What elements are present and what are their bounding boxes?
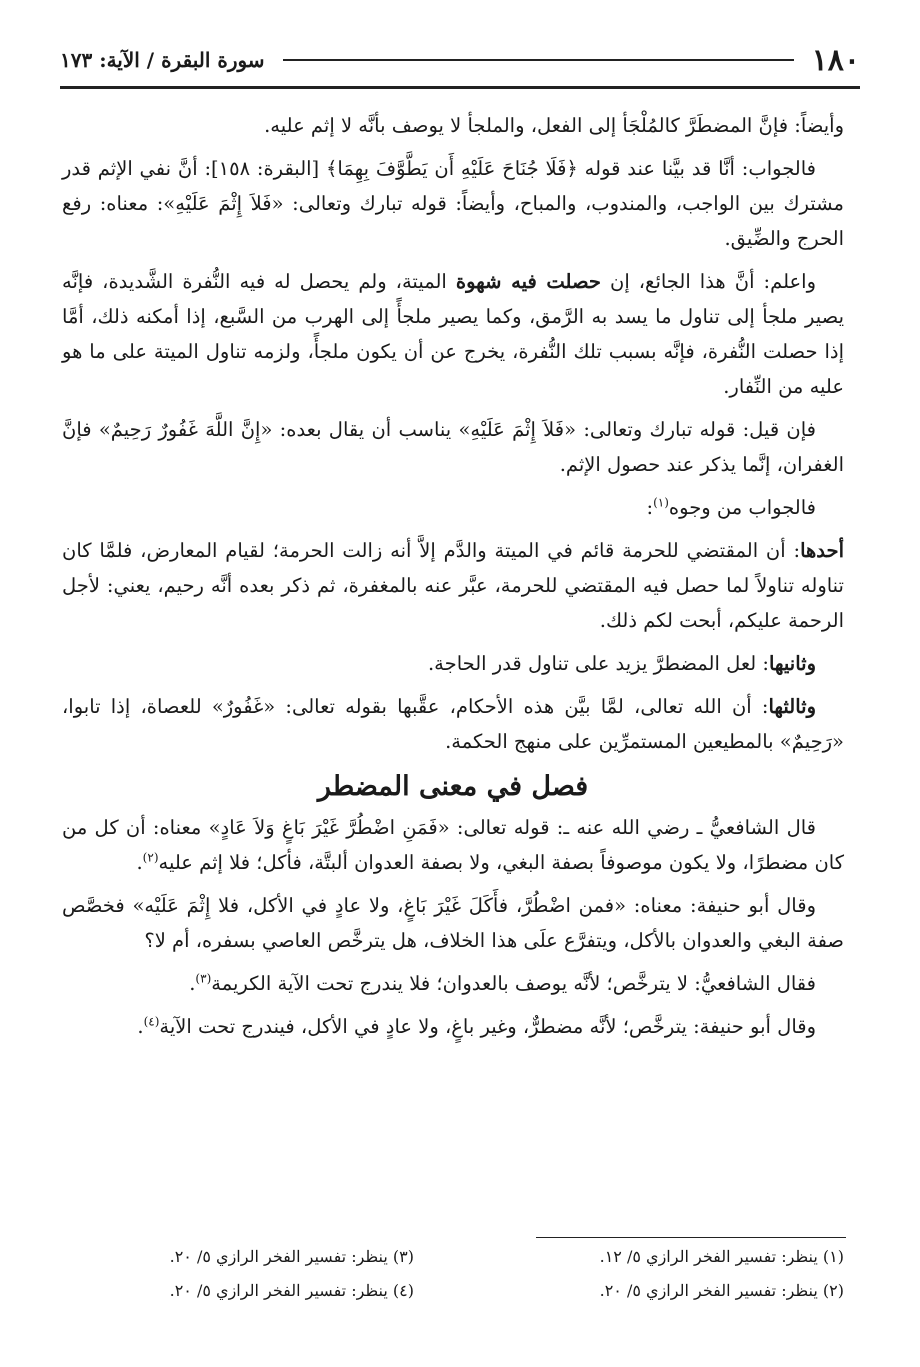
section-title: فصل في معنى المضطر xyxy=(317,771,589,802)
lead-word: وثانيها xyxy=(768,652,816,675)
lead-word: وثالثها xyxy=(768,695,816,718)
paragraph xyxy=(62,646,844,681)
footnote-ref: (١) xyxy=(653,495,669,510)
text-span: : أن المقتضي للحرمة قائم في الميتة والدَّم إلاَّ أنه زالت الحرمة؛ لقيام المعارض، فلمَّا كان تناوله تناولاً لما حصل فيه المقتضي للحرمة، عبَّر عنه بالمغفرة، ثم ذكر بعده أنَّه رحيم، يعني: لأجل الرحمة عليكم، أبحت لكم ذلك. xyxy=(62,539,844,632)
footnote: (٣) ينظر: تفسير الفخر الرازي ٥/ ٢٠. xyxy=(169,1247,414,1266)
text-span: . xyxy=(189,972,196,995)
header-line xyxy=(283,59,794,61)
paragraph: فإن قيل: قوله تبارك وتعالى: «فَلاَ إِثْمَ عَلَيْهِ» يناسب أن يقال بعده: «إِنَّ اللَّهَ غَفُورٌ رَحِيمٌ» فإنَّ الغفران، إنَّما يذكر عند حصول الإثم. xyxy=(62,418,844,476)
paragraph: وقال أبو حنيفة: معناه: «فمن اضْطُرَّ، فأَكَلَ غَيْرَ بَاغٍ، ولا عادٍ في الأكل، فلا إِثْمَ عَلَيْه» فخصَّص صفة البغي والعدوان بالأكل، ويتفرَّع علَى هذا الخلاف، هل يترخَّص العاصي بسفره، أم لا؟ xyxy=(62,894,844,952)
text-span: واعلم: أنَّ هذا الجائع، إن xyxy=(600,270,816,293)
text-span: فالجواب من وجوه xyxy=(668,496,816,519)
paragraph xyxy=(62,1009,844,1044)
header-title: سورة البقرة / الآية: ١٧٣ xyxy=(60,48,265,72)
footnote: (١) ينظر: تفسير الفخر الرازي ٥/ ١٢. xyxy=(599,1247,844,1266)
paragraph xyxy=(62,966,844,1001)
footnote-ref: (٢) xyxy=(142,850,159,865)
text-span: . xyxy=(137,1015,144,1038)
footnote-column-right xyxy=(484,1240,844,1308)
text-span: : xyxy=(646,496,654,519)
header-rule xyxy=(60,86,860,89)
text-span: الميتة، ولم يحصل له فيه النُّفرة الشَّديدة، فإنَّه يصير ملجأ إلى تناول ما يسد به الرَّمق، وكما يصير ملجأً إلى الهرب من السَّبع، إذا أمكنه ذلك، أمَّا إذا حصلت النُّفرة، فإنَّه بسبب تلك النُّفرة، يخرج عن أن يكون ملجأً، ولزمه تناول الميتة على ما هو عليه من النِّفار. xyxy=(62,270,844,398)
text-span: : لعل المضطرَّ يزيد على تناول قدر الحاجة. xyxy=(427,652,769,675)
footnote-column-left xyxy=(54,1240,414,1308)
text-span: . xyxy=(136,851,143,874)
text-span: وقال أبو حنيفة: يترخَّص؛ لأنَّه مضطرٌّ، وغير باغٍ، ولا عادٍ في الأكل، فيندرج تحت الآية xyxy=(159,1015,816,1038)
main-text xyxy=(62,108,844,1052)
text-span: فقال الشافعيُّ: لا يترخَّص؛ لأنَّه يوصف بالعدوان؛ فلا يندرج تحت الآية الكريمة xyxy=(211,972,816,995)
paragraph xyxy=(62,490,844,525)
running-header xyxy=(60,40,860,80)
lead-word: أحدها xyxy=(800,539,844,562)
text-span: : أن الله تعالى، لمَّا بيَّن هذه الأحكام، عقَّبها بقوله تعالى: «غَفُورٌ» للعصاة، إذا تابوا، «رَحِيمٌ» بالمطيعين المستمرِّين على منهج الحكمة. xyxy=(62,695,844,753)
footnote: (٤) ينظر: تفسير الفخر الرازي ٥/ ٢٠. xyxy=(169,1281,414,1300)
footnote-rule xyxy=(536,1237,846,1238)
text-span: قال الشافعيُّ ـ رضي الله عنه ـ: قوله تعالى: «فَمَنِ اضْطُرَّ غَيْرَ بَاغٍ وَلاَ عَادٍ» معناه: أن كل من كان مضطرًا، ولا يكون موصوفاً بصفة البغي، ولا بصفة العدوان ألبتَّة، فأكل؛ فلا إثم عليه xyxy=(62,816,844,874)
paragraph xyxy=(62,810,844,880)
paragraph xyxy=(62,689,844,759)
paragraph xyxy=(62,533,844,638)
footnote-ref: (٤) xyxy=(143,1014,160,1029)
paragraph: وأيضاً: فإنَّ المضطَرَّ كالمُلْجَأ إلى الفعل، والملجأ لا يوصف بأنَّه لا إثم عليه. xyxy=(264,114,844,137)
paragraph: فالجواب: أنَّا قد بيَّنا عند قوله ﴿فَلَا جُنَاحَ عَلَيْهِ أَن يَطَّوَّفَ بِهِمَا﴾ [البقرة: ١٥٨]: أنَّ نفي الإثم قدر مشترك بين الواجب، والمندوب، والمباح، وأيضاً: قوله تبارك وتعالى: «فَلاَ إِثْمَ عَلَيْهِ»: معناه: رفع الحرج والضِّيق. xyxy=(62,157,844,250)
bold-phrase: حصلت فيه شهوة xyxy=(455,270,601,293)
page-number: ١٨٠ xyxy=(811,42,860,78)
footnote-ref: (٣) xyxy=(195,971,212,986)
paragraph xyxy=(62,264,844,404)
footnote: (٢) ينظر: تفسير الفخر الرازي ٥/ ٢٠. xyxy=(599,1281,844,1300)
